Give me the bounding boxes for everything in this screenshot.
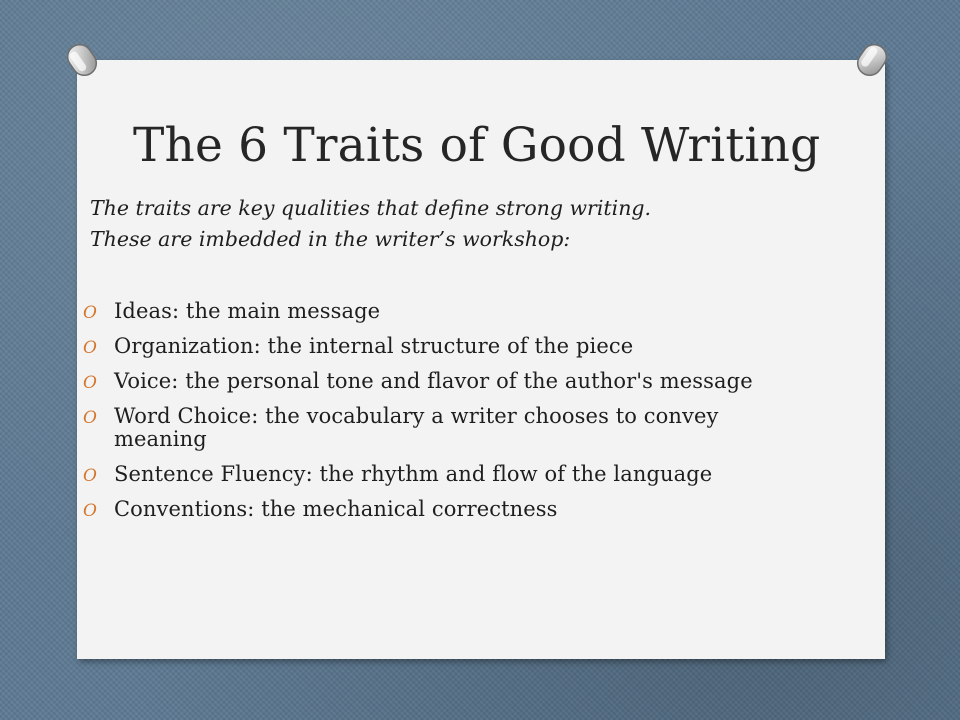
trait-organization: [80, 335, 880, 358]
trait-text: Voice: the personal tone and flavor of the author's message: [114, 369, 753, 393]
trait-text: Sentence Fluency: the rhythm and flow of the language: [114, 462, 713, 486]
intro-line-2: These are imbedded in the writer’s workshop:: [90, 227, 571, 251]
trait-text: Ideas: the main message: [114, 299, 381, 323]
trait-text: Organization: the internal structure of the piece: [114, 334, 634, 358]
trait-text-line-2: meaning: [114, 427, 207, 451]
slide-intro: [90, 193, 880, 255]
bullet-marker-icon: O: [83, 338, 97, 358]
bullet-marker-icon: O: [83, 303, 97, 323]
left-pushpin-icon: [60, 38, 104, 82]
trait-text-line-1: Word Choice: the vocabulary a writer chooses to convey: [114, 404, 719, 428]
slide-title: The 6 Traits of Good Writing: [133, 118, 821, 173]
trait-voice: [80, 370, 880, 393]
bullet-marker-icon: O: [83, 408, 97, 428]
trait-conventions: [80, 498, 880, 521]
intro-line-1: The traits are key qualities that define strong writing.: [90, 196, 652, 220]
bullet-marker-icon: O: [83, 373, 97, 393]
trait-text: Conventions: the mechanical correctness: [114, 497, 558, 521]
bullet-marker-icon: O: [83, 501, 97, 521]
bullet-marker-icon: O: [83, 466, 97, 486]
trait-text: [114, 405, 880, 451]
traits-list: [80, 300, 880, 533]
right-pushpin-icon: [850, 38, 894, 82]
trait-sentence-fluency: [80, 463, 880, 486]
trait-word-choice: [80, 405, 880, 451]
trait-ideas: [80, 300, 880, 323]
